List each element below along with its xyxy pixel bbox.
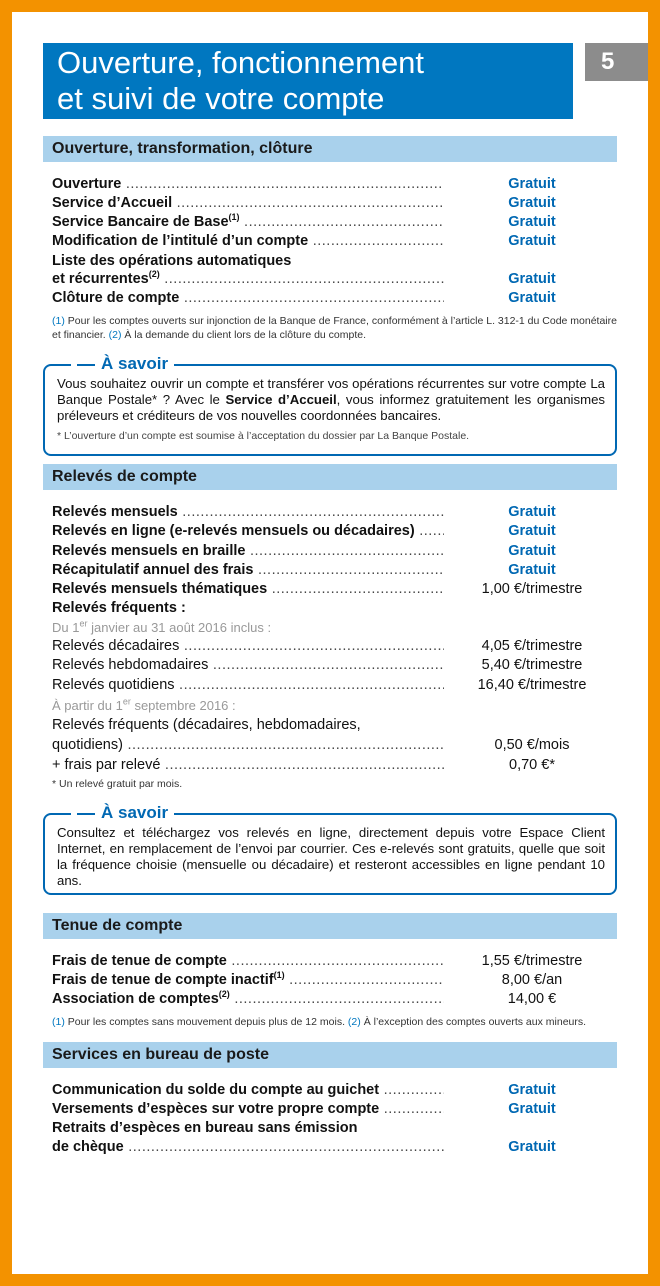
- row-label: Relevés fréquents :: [52, 600, 186, 616]
- period-sup: er: [122, 696, 131, 707]
- period-text: janvier au 31 août 2016 inclus :: [87, 620, 272, 635]
- row-value: 1,00 €/trimestre: [481, 581, 583, 597]
- price-row: [52, 561, 617, 580]
- price-row: [52, 213, 617, 232]
- row-value: Gratuit: [508, 290, 556, 306]
- row-label: Ouverture .....: [52, 175, 444, 194]
- row-value: Gratuit: [508, 176, 556, 192]
- price-row: [52, 522, 617, 541]
- info-box-a-savoir: [43, 803, 617, 895]
- page: [12, 12, 648, 1274]
- row-value: Gratuit: [508, 1139, 556, 1155]
- footnote-number: (2): [347, 1016, 361, 1028]
- row-label: Service d’Accueil .....: [52, 194, 444, 213]
- footnote-ref: (2): [148, 270, 160, 280]
- price-row: [52, 736, 617, 755]
- row-label: Récapitulatif annuel des frais .....: [52, 561, 444, 580]
- period-subheading: [52, 618, 617, 637]
- row-label: Clôture de compte .....: [52, 289, 444, 308]
- price-row: [52, 756, 617, 775]
- price-row: [52, 676, 617, 695]
- row-label: et récurrentes: [52, 271, 149, 287]
- row-label: Relevés mensuels .....: [52, 503, 444, 522]
- row-value: 5,40 €/trimestre: [481, 657, 583, 673]
- row-value: 16,40 €/trimestre: [477, 677, 587, 693]
- row-value: 0,50 €/mois: [494, 737, 570, 753]
- period-sup: er: [79, 618, 88, 629]
- info-box-legend: À savoir: [71, 802, 174, 824]
- footnote-ref: (2): [218, 990, 230, 1000]
- row-label: Relevés hebdomadaires .....: [52, 656, 444, 675]
- row-label-wrap: [52, 270, 444, 289]
- price-row: [52, 542, 617, 561]
- price-row: [52, 599, 617, 618]
- price-row: [52, 656, 617, 675]
- price-row: [52, 503, 617, 522]
- price-row: [52, 637, 617, 656]
- period-text: septembre 2016 :: [130, 698, 236, 713]
- price-row: [52, 1119, 617, 1138]
- info-text-part: Vous souhaitez ouvrir un compte et transférer vos opérations récurrentes sur votre compte La Banque Postale* ? Avec le: [57, 376, 605, 407]
- footnote-text: Pour les comptes ouverts sur injonction de la Banque de France, conformément à l’article L. 312-1 du Code monétaire et financier.: [52, 315, 617, 341]
- price-row: [52, 580, 617, 599]
- row-label: Frais de tenue de compte inactif: [52, 972, 274, 988]
- info-box-text: Consultez et téléchargez vos relevés en ligne, directement depuis votre Espace Client Internet, en remplacement de l’envoi par courrier. Ces e-relevés sont gratuits, quelle que soit la fréquence choisie (mensuelle ou décadaire) et resteront accessibles en ligne pendant 10 ans.: [57, 825, 605, 888]
- price-row: [52, 270, 617, 289]
- row-label: Relevés mensuels en braille .....: [52, 542, 444, 561]
- row-label: Relevés fréquents (décadaires, hebdomadaires,: [52, 717, 361, 733]
- period-text: À partir du 1: [52, 698, 123, 713]
- footnote-text: À la demande du client lors de la clôture du compte.: [124, 329, 367, 341]
- row-value: Gratuit: [508, 271, 556, 287]
- row-value: Gratuit: [508, 214, 556, 230]
- price-row: [52, 175, 617, 194]
- footnote-text: À l’exception des comptes ouverts aux mineurs.: [363, 1016, 587, 1028]
- footnote-ref: (1): [228, 213, 240, 223]
- row-value: Gratuit: [508, 1101, 556, 1117]
- price-row: [52, 194, 617, 213]
- page-number: 5: [585, 43, 648, 81]
- price-row: [52, 1138, 617, 1157]
- price-row: [52, 716, 617, 735]
- info-box-footnote: * L’ouverture d’un compte est soumise à l’acceptation du dossier par La Banque Postale.: [57, 430, 470, 442]
- info-text-part: , vous informez gratuitement les organismes préleveurs et créditeurs de vos nouvelles coordonnées bancaires.: [57, 392, 605, 423]
- price-row: [52, 252, 617, 271]
- row-label: Frais de tenue de compte .....: [52, 952, 444, 971]
- row-label: Retraits d’espèces en bureau sans émission: [52, 1120, 358, 1136]
- footnotes: [52, 1015, 618, 1029]
- row-value: Gratuit: [508, 523, 556, 539]
- price-row: [52, 1100, 617, 1119]
- row-label: Relevés en ligne (e-relevés mensuels ou décadaires) .....: [52, 522, 444, 541]
- page-title-line2: et suivi de votre compte: [57, 81, 385, 116]
- row-label: quotidiens) .....: [52, 736, 444, 755]
- row-label: Service Bancaire de Base: [52, 214, 229, 230]
- section-heading-services: Services en bureau de poste: [43, 1042, 617, 1068]
- period-text: Du 1: [52, 620, 80, 635]
- section-heading-ouverture: Ouverture, transformation, clôture: [43, 136, 617, 162]
- row-value: 14,00 €: [507, 991, 557, 1007]
- row-value: 0,70 €*: [509, 757, 555, 773]
- page-title-line1: Ouverture, fonctionnement: [57, 45, 425, 80]
- row-label-wrap: [52, 971, 444, 990]
- page-title-banner: [43, 43, 573, 119]
- price-row: [52, 990, 617, 1009]
- info-text-bold: Service d’Accueil: [225, 392, 337, 407]
- section-heading-tenue: Tenue de compte: [43, 913, 617, 939]
- row-label: Liste des opérations automatiques: [52, 253, 292, 269]
- row-label: Relevés mensuels thématiques .....: [52, 580, 444, 599]
- period-subheading: [52, 696, 617, 715]
- row-value: Gratuit: [508, 233, 556, 249]
- row-label: Association de comptes: [52, 991, 219, 1007]
- price-row: [52, 232, 617, 251]
- price-row: [52, 952, 617, 971]
- info-box-text: [57, 376, 605, 424]
- row-value: 1,55 €/trimestre: [481, 953, 583, 969]
- row-value: Gratuit: [508, 504, 556, 520]
- row-label-wrap: [52, 990, 444, 1009]
- footnote-number: (1): [52, 1016, 65, 1028]
- row-value: 8,00 €/an: [501, 972, 563, 988]
- row-label-wrap: [52, 213, 444, 232]
- row-value: Gratuit: [508, 195, 556, 211]
- row-value: Gratuit: [508, 543, 556, 559]
- row-label: Communication du solde du compte au guichet .....: [52, 1081, 444, 1100]
- footnote-number: (1): [52, 315, 65, 327]
- price-row: [52, 289, 617, 308]
- row-value: Gratuit: [508, 562, 556, 578]
- section-heading-releves: Relevés de compte: [43, 464, 617, 490]
- info-box-a-savoir: [43, 354, 617, 456]
- footnote-text: Pour les comptes sans mouvement depuis plus de 12 mois.: [67, 1016, 345, 1028]
- row-label: Relevés quotidiens .....: [52, 676, 444, 695]
- row-label: Versements d’espèces sur votre propre compte .....: [52, 1100, 444, 1119]
- info-box-legend: À savoir: [71, 353, 174, 375]
- period-label: [52, 696, 444, 715]
- row-label: + frais par relevé .....: [52, 756, 444, 775]
- row-value: Gratuit: [508, 1082, 556, 1098]
- footnote-ref: (1): [273, 971, 285, 981]
- footnote-number: (2): [108, 329, 122, 341]
- price-row: [52, 1081, 617, 1100]
- footnote: * Un relevé gratuit par mois.: [52, 778, 183, 790]
- period-label: [52, 618, 444, 637]
- row-value: 4,05 €/trimestre: [481, 638, 583, 654]
- footnotes: [52, 314, 618, 342]
- row-label: Modification de l’intitulé d’un compte .....: [52, 232, 444, 251]
- price-row: [52, 971, 617, 990]
- row-label: de chèque .....: [52, 1138, 444, 1157]
- row-label: Relevés décadaires .....: [52, 637, 444, 656]
